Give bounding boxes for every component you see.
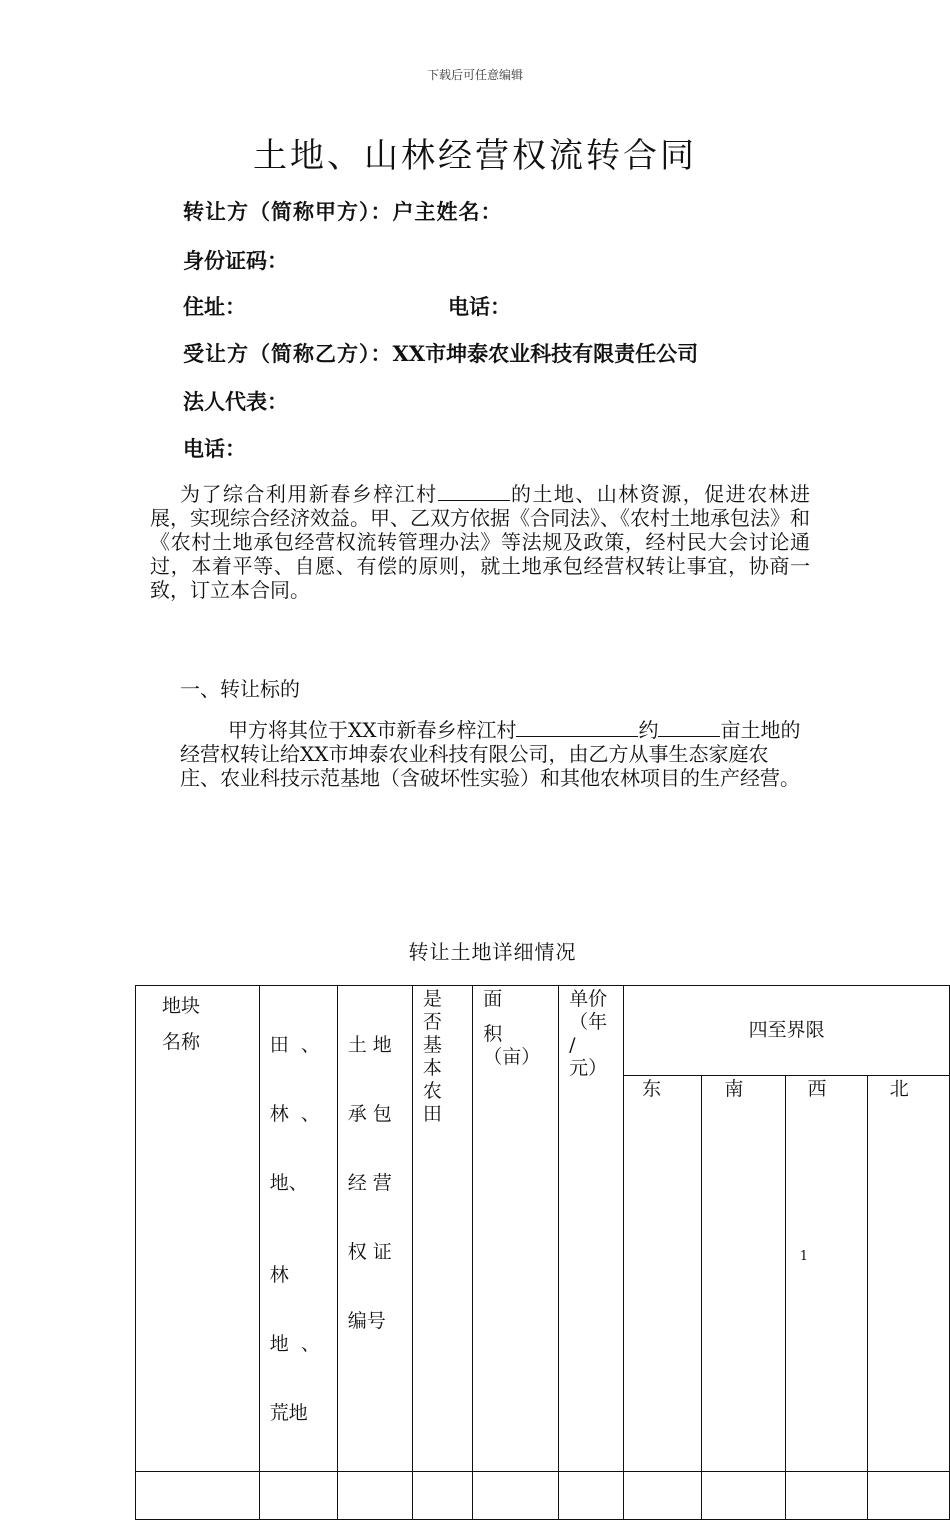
- plot-name-line: 名称: [162, 1031, 201, 1053]
- basic-farmland-line: 是: [422, 988, 442, 1010]
- land-type-line: 林 、: [269, 1103, 320, 1125]
- col-land-type: [259, 986, 337, 1472]
- table-cell: [785, 1472, 867, 1520]
- basic-farmland-line: 否: [422, 1011, 442, 1033]
- basic-farmland-line: 基: [422, 1034, 442, 1056]
- preamble-part2: 的土地、山林资源，促进农林进展，实现综合经济效益。甲、乙双方依据《合同法》、《农村土地承包法》和《农村土地承包经营权流转管理办法》等法规及政策，经村民大会讨论通过，本着平等、自愿、有偿的原则，就土地承包经营权转让事宜，协商一致，订立本合同。: [150, 482, 811, 602]
- direction-west: 西: [785, 1075, 867, 1471]
- householder-name-label: 户主姓名：: [392, 199, 503, 224]
- col-basic-farmland: [412, 986, 472, 1472]
- direction-south: 南: [702, 1075, 785, 1471]
- section1-heading: 一、转让标的: [180, 677, 300, 701]
- party-b-phone-label: 电话：: [183, 436, 246, 461]
- unit-price-line: /: [569, 1034, 576, 1056]
- certificate-line: 编号: [347, 1310, 386, 1332]
- table-cell: [337, 1472, 412, 1520]
- header-note: 下载后可任意编辑: [426, 68, 523, 82]
- boundary-header: 四至界限: [624, 986, 950, 1076]
- unit-price-line: 单价: [569, 988, 608, 1010]
- page-number: 1: [799, 1249, 808, 1264]
- id-number-label: 身份证码：: [183, 248, 288, 273]
- party-a-label: 转让方（简称甲方）：: [183, 199, 393, 224]
- section1-part2: 约: [638, 718, 659, 742]
- land-type-line: 地、: [269, 1172, 308, 1194]
- legal-rep-label: 法人代表：: [183, 389, 288, 414]
- area-line: 面: [483, 988, 503, 1010]
- col-certificate-number: [337, 986, 412, 1472]
- table-cell: [473, 1472, 559, 1520]
- table-cell: [702, 1472, 785, 1520]
- direction-east: 东: [624, 1075, 702, 1471]
- village-blank: [438, 482, 510, 501]
- col-plot-name: [136, 986, 260, 1472]
- land-type-line: 地 、: [269, 1333, 320, 1355]
- table-cell: [259, 1472, 337, 1520]
- party-b-company: XX市坤泰农业科技有限责任公司: [392, 341, 699, 366]
- party-b-line: [183, 338, 698, 368]
- certificate-line: 承 包: [347, 1103, 392, 1125]
- preamble-part1: 为了综合利用新春乡梓江村: [180, 482, 438, 506]
- location-blank: [516, 718, 638, 737]
- land-type-line: 林: [269, 1264, 289, 1286]
- section1-part3: 亩土地的经营权转让给XX市坤泰农业科技有限公司，由乙方从事生态家庭农庄、农业科技示范基地（含破坏性实验）和其他农林项目的生产经营。: [180, 718, 801, 790]
- table-cell: [412, 1472, 472, 1520]
- col-area: [473, 986, 559, 1472]
- basic-farmland-line: 田: [422, 1103, 442, 1125]
- land-type-line: 荒地: [269, 1402, 308, 1424]
- table-cell: [867, 1472, 949, 1520]
- table-cell: [559, 1472, 624, 1520]
- area-blank: [658, 718, 720, 737]
- land-type-line: 田 、: [269, 1034, 320, 1056]
- table-cell: [136, 1472, 260, 1520]
- section1-paragraph: [180, 718, 808, 790]
- certificate-line: 经 营: [347, 1172, 392, 1194]
- preamble-paragraph: [150, 482, 810, 602]
- section1-part1: 甲方将其位于XX市新春乡梓江村: [228, 718, 517, 742]
- table-caption: 转让土地详细情况: [408, 940, 577, 964]
- document-title: 土地、山林经营权流转合同: [253, 136, 697, 176]
- col-unit-price: [559, 986, 624, 1472]
- party-a-phone-label: 电话：: [448, 294, 511, 319]
- area-line: （亩）: [483, 1046, 541, 1068]
- table-cell: [624, 1472, 702, 1520]
- basic-farmland-line: 本: [422, 1057, 442, 1079]
- party-a-line: [183, 196, 503, 226]
- unit-price-line: 元）: [569, 1057, 608, 1079]
- area-line: 积: [483, 1023, 503, 1045]
- party-b-label: 受让方（简称乙方）：: [183, 341, 393, 366]
- unit-price-line: （年: [569, 1011, 608, 1033]
- direction-north: 北: [867, 1075, 949, 1471]
- certificate-line: 权 证: [347, 1241, 392, 1263]
- plot-name-line: 地块: [162, 995, 201, 1017]
- address-label: 住址：: [183, 294, 246, 319]
- table-row: [136, 1472, 950, 1520]
- basic-farmland-line: 农: [422, 1080, 442, 1102]
- certificate-line: 土 地: [347, 1034, 392, 1056]
